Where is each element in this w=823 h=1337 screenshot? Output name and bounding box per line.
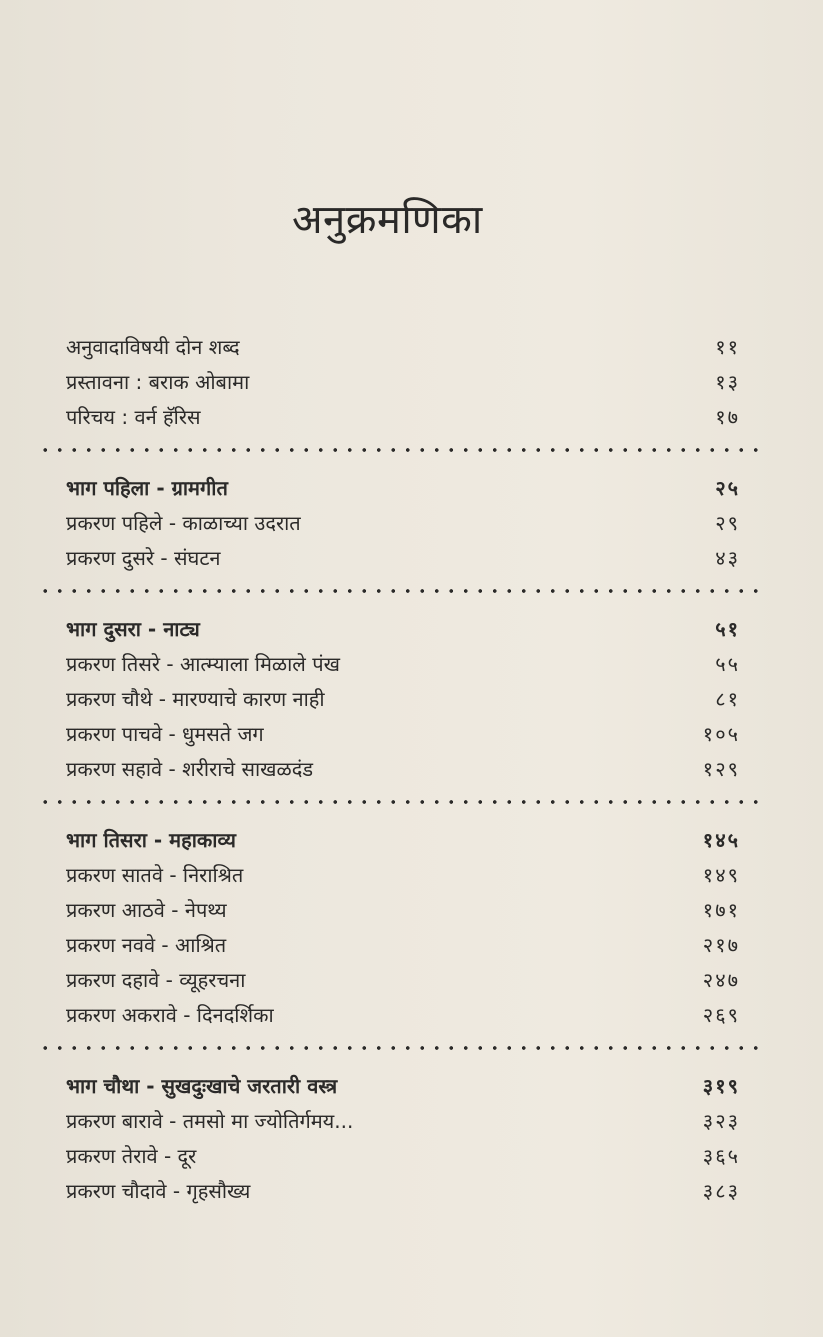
entry-title: प्रकरण अकरावे - दिनदर्शिका: [66, 1003, 274, 1027]
toc-entry: [66, 400, 740, 435]
toc-entry: [66, 647, 740, 682]
entry-page: ५५: [715, 652, 740, 676]
dotted-divider: [38, 799, 758, 805]
toc-entry: [66, 541, 740, 576]
toc-entry: [66, 682, 740, 717]
entry-page: १०५: [702, 722, 740, 746]
dotted-divider: [38, 447, 758, 453]
entry-page: २६९: [702, 1003, 740, 1027]
part-section: [66, 612, 740, 787]
part-section: [66, 1069, 740, 1209]
entry-page: ३६५: [702, 1144, 740, 1168]
entry-title: प्रकरण पहिले - काळाच्या उदरात: [66, 511, 301, 535]
entry-page: १४९: [702, 863, 740, 887]
entry-page: १२९: [702, 757, 740, 781]
toc-entry: [66, 717, 740, 752]
table-of-contents: [0, 330, 823, 1209]
toc-entry: [66, 330, 740, 365]
toc-entry: [66, 858, 740, 893]
entry-page: २४७: [702, 968, 740, 992]
entry-title: प्रकरण पाचवे - धुमसते जग: [66, 722, 264, 746]
dotted-divider: [38, 588, 758, 594]
entry-title: प्रकरण चौथे - मारण्याचे कारण नाही: [66, 687, 325, 711]
toc-entry: [66, 506, 740, 541]
entry-title: प्रकरण बारावे - तमसो मा ज्योतिर्गमय...: [66, 1109, 354, 1133]
entry-title: प्रकरण चौदावे - गृहसौख्य: [66, 1179, 251, 1203]
page-title: अनुक्रमणिका: [292, 197, 483, 243]
entry-title: प्रकरण सहावे - शरीराचे साखळदंड: [66, 757, 314, 781]
part-page: ५१: [715, 617, 740, 641]
entry-title: प्रकरण आठवे - नेपथ्य: [66, 898, 227, 922]
entry-page: ४३: [715, 546, 740, 570]
front-matter-section: [66, 330, 740, 435]
entry-page: ८१: [715, 687, 740, 711]
part-title: भाग तिसरा - महाकाव्य: [66, 828, 236, 852]
entry-page: ११: [715, 335, 740, 359]
part-section: [66, 823, 740, 1033]
entry-title: प्रकरण तिसरे - आत्म्याला मिळाले पंख: [66, 652, 340, 676]
entry-page: २९: [715, 511, 740, 535]
entry-title: प्रकरण दुसरे - संघटन: [66, 546, 221, 570]
toc-entry: [66, 998, 740, 1033]
toc-entry: [66, 1104, 740, 1139]
part-heading: [66, 612, 740, 647]
toc-entry: [66, 928, 740, 963]
toc-entry: [66, 1174, 740, 1209]
entry-title: प्रकरण सातवे - निराश्रित: [66, 863, 244, 887]
part-heading: [66, 471, 740, 506]
entry-title: प्रकरण दहावे - व्यूहरचना: [66, 968, 246, 992]
part-heading: [66, 823, 740, 858]
part-heading: [66, 1069, 740, 1104]
entry-title: परिचय : वर्न हॅरिस: [66, 405, 201, 429]
toc-entry: [66, 963, 740, 998]
toc-entry: [66, 365, 740, 400]
toc-entry: [66, 752, 740, 787]
part-page: ३१९: [702, 1074, 740, 1098]
entry-page: ३८३: [702, 1179, 740, 1203]
entry-page: १३: [715, 370, 740, 394]
entry-page: २१७: [702, 933, 740, 957]
part-title: भाग चौथा - सुखदुःखाचे जरतारी वस्त्र: [66, 1074, 338, 1098]
part-page: १४५: [702, 828, 740, 852]
entry-title: प्रकरण तेरावे - दूर: [66, 1144, 197, 1168]
entry-title: अनुवादाविषयी दोन शब्द: [66, 335, 240, 359]
toc-entry: [66, 893, 740, 928]
part-page: २५: [715, 476, 740, 500]
entry-title: प्रस्तावना : बराक ओबामा: [66, 370, 250, 394]
part-title: भाग पहिला - ग्रामगीत: [66, 476, 228, 500]
entry-page: ३२३: [702, 1109, 740, 1133]
entry-page: १७१: [702, 898, 740, 922]
part-title: भाग दुसरा - नाट्य: [66, 617, 200, 641]
part-section: [66, 471, 740, 576]
toc-entry: [66, 1139, 740, 1174]
dotted-divider: [38, 1045, 758, 1051]
entry-title: प्रकरण नववे - आश्रित: [66, 933, 227, 957]
entry-page: १७: [715, 405, 740, 429]
